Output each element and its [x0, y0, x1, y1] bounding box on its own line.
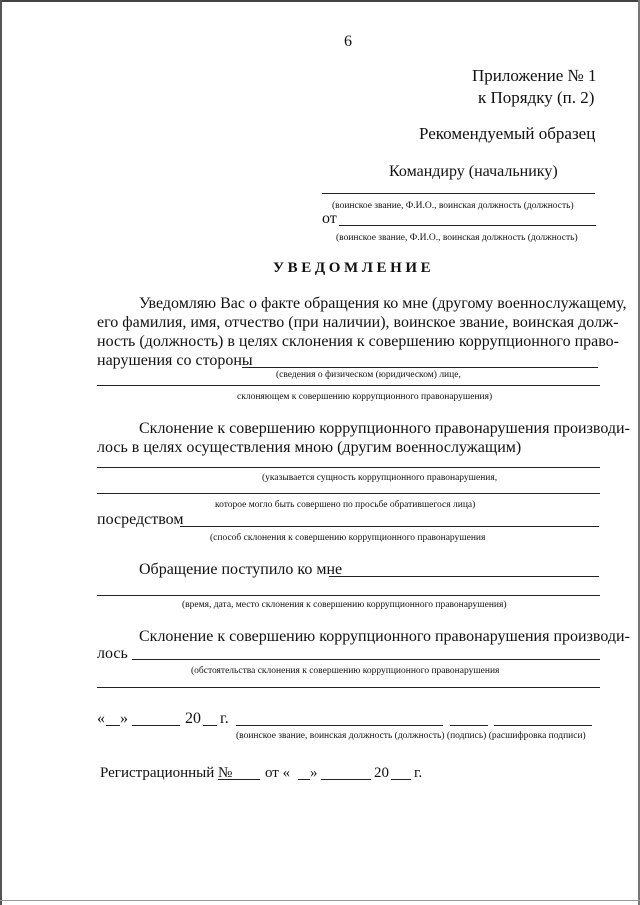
means-hint: (способ склонения к совершению коррупционного правонарушения — [210, 533, 486, 543]
document-title: УВЕДОМЛЕНИЕ — [273, 260, 435, 276]
para2-line1: Склонение к совершению коррупционного правонарушения производи- — [139, 420, 630, 437]
from-line[interactable] — [339, 225, 596, 226]
time-hint: (время, дата, место склонения к совершению коррупционного правонарушения) — [182, 600, 507, 610]
page-edge-top — [0, 0, 640, 2]
date-month-line[interactable] — [132, 725, 180, 726]
para1-line2: его фамилия, имя, отчество (при наличии), воинское звание, воинская долж- — [97, 314, 619, 331]
page-edge-bottom — [0, 900, 640, 901]
page-edge-left — [0, 0, 2, 905]
reg-label: Регистрационный № — [100, 765, 233, 781]
appendix-line-2: к Порядку (п. 2) — [478, 88, 595, 107]
appendix-line-1: Приложение № 1 — [472, 66, 597, 85]
rank-signature-line[interactable] — [236, 725, 443, 726]
page-number: 6 — [344, 33, 352, 50]
reg-number-line[interactable] — [218, 779, 260, 780]
reg-month-line[interactable] — [321, 779, 371, 780]
addressee-label: Командиру (начальнику) — [389, 163, 558, 180]
person-hint-2: склоняющем к совершению коррупционного правонарушения) — [237, 392, 493, 402]
person-line-1[interactable] — [242, 367, 598, 368]
date-year-suffix: г. — [220, 710, 229, 727]
from-hint: (воинское звание, Ф.И.О., воинская должность (должность) — [336, 233, 578, 243]
para1-line4: нарушения со стороны — [97, 352, 253, 369]
means-line[interactable] — [180, 526, 599, 527]
signature-hint: (воинское звание, воинская должность (должность) (подпись) (расшифровка подписи) — [236, 731, 586, 741]
reg-year-line[interactable] — [391, 779, 411, 780]
from-label: от — [322, 210, 337, 227]
circumstances-line-1[interactable] — [132, 659, 600, 660]
time-line-1[interactable] — [329, 576, 599, 577]
sample-label: Рекомендуемый образец — [419, 124, 596, 143]
addressee-hint: (воинское звание, Ф.И.О., воинская должность (должность) — [332, 201, 574, 211]
para2-line2: лось в целях осуществления мною (другим военнослужащим) — [97, 439, 522, 456]
essence-line-1[interactable] — [97, 467, 600, 468]
circumstances-hint: (обстоятельства склонения к совершению коррупционного правонарушения — [191, 666, 500, 676]
date-open-quote: « — [97, 710, 105, 727]
date-year-line[interactable] — [203, 725, 217, 726]
addressee-line[interactable] — [322, 193, 595, 194]
para1-line3: ность (должность) в целях склонения к совершению коррупционного право- — [97, 333, 619, 350]
reg-year-prefix: 20 — [374, 765, 389, 781]
para1-line1: Уведомляю Вас о факте обращения ко мне (другому военнослужащему, — [139, 295, 627, 312]
essence-hint-1: (указывается сущность коррупционного правонарушения, — [262, 473, 498, 483]
circumstances-line-2[interactable] — [97, 687, 600, 688]
signature-decode-line[interactable] — [494, 725, 592, 726]
date-close-quote: » — [120, 710, 128, 727]
para4-line1: Склонение к совершению коррупционного правонарушения производи- — [139, 628, 630, 645]
essence-line-2[interactable] — [97, 493, 600, 494]
reg-year-suffix: г. — [414, 765, 423, 781]
time-line-2[interactable] — [97, 595, 600, 596]
reg-from-label: от « — [265, 765, 291, 781]
reg-close-quote: » — [310, 765, 318, 781]
person-hint-1: (сведения о физическом (юридическом) лице, — [276, 370, 461, 380]
para4-line2: лось — [97, 645, 128, 662]
means-label: посредством — [97, 511, 184, 528]
essence-hint-2: которое могло быть совершено по просьбе обратившегося лица) — [215, 500, 476, 510]
person-line-2[interactable] — [97, 385, 600, 386]
reg-day-line[interactable] — [298, 779, 310, 780]
date-year-prefix: 20 — [185, 710, 201, 727]
date-day-line[interactable] — [106, 725, 120, 726]
para3-line1: Обращение поступило ко мне — [139, 561, 343, 578]
signature-line[interactable] — [450, 725, 488, 726]
